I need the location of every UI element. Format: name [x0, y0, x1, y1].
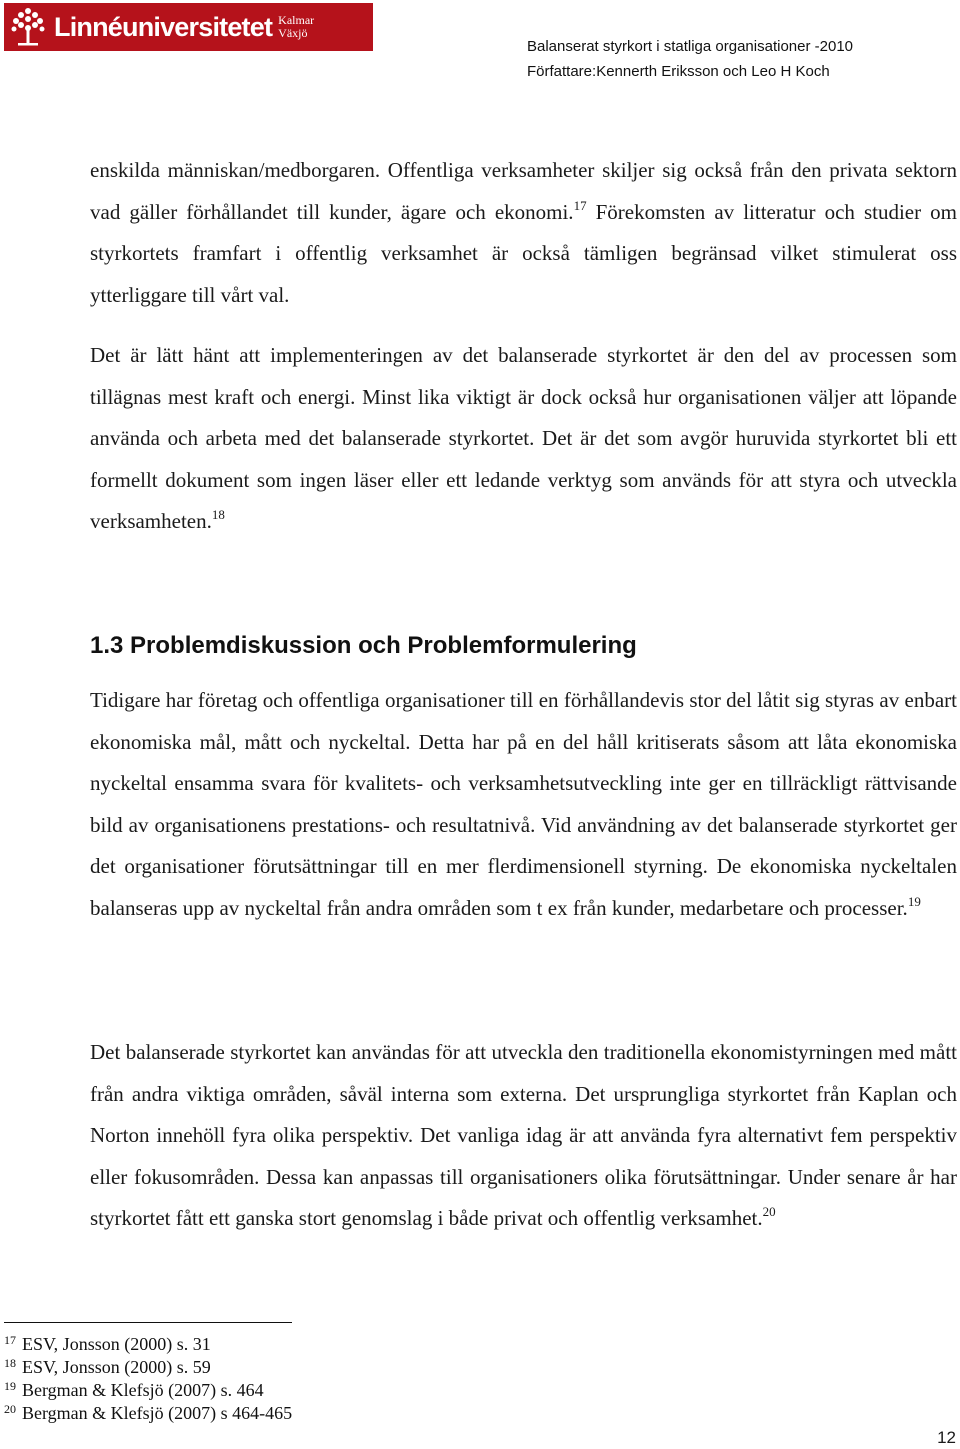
university-logo [4, 3, 373, 51]
paragraph-3 [90, 680, 957, 930]
footnote-ref-20[interactable]: 20 [762, 1204, 776, 1220]
footnote-text: Bergman & Klefsjö (2007) s. 464 [22, 1380, 264, 1400]
paragraph-1-text-a: enskilda människan/medborgaren. Offentliga verksamheter skiljer sig också från den privata sektorn vad gäller förhållandet till kunder, ägare och ekonomi. [90, 158, 957, 224]
section-heading: 1.3 Problemdiskussion och Problemformulering [90, 632, 637, 659]
paragraph-4-text: Det balanserade styrkortet kan användas för att utveckla den traditionella ekonomistyrningen med mått från andra viktiga områden, såväl interna som externa. Det ursprungliga styrkortet från Kaplan och Norton innehöll fyra olika perspektiv. Det vanliga idag är att använda fyra alternativt fem perspektiv eller fokusområden. Dessa kan anpassas till organisationers olika förutsättningar. Under senare år har styrkortet fått ett ganska stort genomslag i både privat och offentlig verksamhet. [90, 1040, 957, 1231]
logo-location-kalmar: Kalmar [278, 13, 315, 27]
footnote-text: ESV, Jonsson (2000) s. 59 [22, 1357, 211, 1377]
document-authors: Författare:Kennerth Eriksson och Leo H Koch [527, 63, 830, 80]
footnote-17 [4, 1333, 604, 1356]
footnote-20 [4, 1402, 604, 1425]
footnote-18 [4, 1356, 604, 1379]
footnote-number: 17 [4, 1333, 16, 1347]
footnote-19 [4, 1379, 604, 1402]
document-title: Balanserat styrkort i statliga organisationer -2010 [527, 38, 854, 55]
paragraph-4 [90, 1032, 957, 1240]
footnote-number: 20 [4, 1402, 16, 1416]
footnote-ref-18[interactable]: 18 [211, 507, 225, 523]
footnote-text: Bergman & Klefsjö (2007) s 464-465 [22, 1403, 293, 1423]
footnote-ref-19[interactable]: 19 [907, 893, 921, 909]
paragraph-1 [90, 150, 957, 316]
footnote-number: 19 [4, 1379, 16, 1393]
paragraph-3-text: Tidigare har företag och offentliga organisationer till en förhållandevis stor del låtit sig styras av enbart ekonomiska mål, mått och nyckeltal. Detta har på en del håll kritiserats såsom att låta ekonomiska nyckeltal ensamma svara för kvalitets- och verksamhetsutveckling inte ger en tillräckligt rättvisande bild av organisationens prestations- och resultatnivå. Vid användning av det balanserade styrkortet ger det organisationer förutsättningar till en mer flerdimensionell styrning. De ekonomiska nyckeltalen balanseras upp av nyckeltal från andra områden som t ex från kunder, medarbetare och processer. [90, 688, 957, 920]
logo-wordmark: Linnéuniversitetet [54, 11, 273, 42]
logo-locations [278, 14, 314, 40]
page-number: 12 [937, 1428, 956, 1447]
paragraph-1-text-b: Förekomsten av litteratur och studier om styrkortets framfart i offentlig verksamhet är också tämligen begränsad vilket stimulerat oss ytterliggare till vårt val. [90, 199, 957, 307]
footnote-text: ESV, Jonsson (2000) s. 31 [22, 1334, 211, 1354]
footnote-ref-17[interactable]: 17 [573, 197, 587, 213]
paragraph-2-text: Det är lätt hänt att implementeringen av det balanserade styrkortet är den del av processen som tillägnas mest kraft och energi. Minst lika viktigt är dock också hur organisationen väljer att löpande använda och arbeta med det balanserade styrkortet. Det är det som avgör huruvida styrkortet bli ett formellt dokument som ingen läser eller ett ledande verktyg som används för att styra och utveckla verksamheten. [90, 343, 957, 534]
tree-logo-icon [4, 3, 52, 51]
footnote-number: 18 [4, 1356, 16, 1370]
footnote-divider [4, 1322, 292, 1323]
running-header [527, 34, 947, 84]
footnotes [4, 1333, 604, 1425]
paragraph-2 [90, 335, 957, 543]
logo-location-vaxjo: Växjö [278, 26, 308, 40]
